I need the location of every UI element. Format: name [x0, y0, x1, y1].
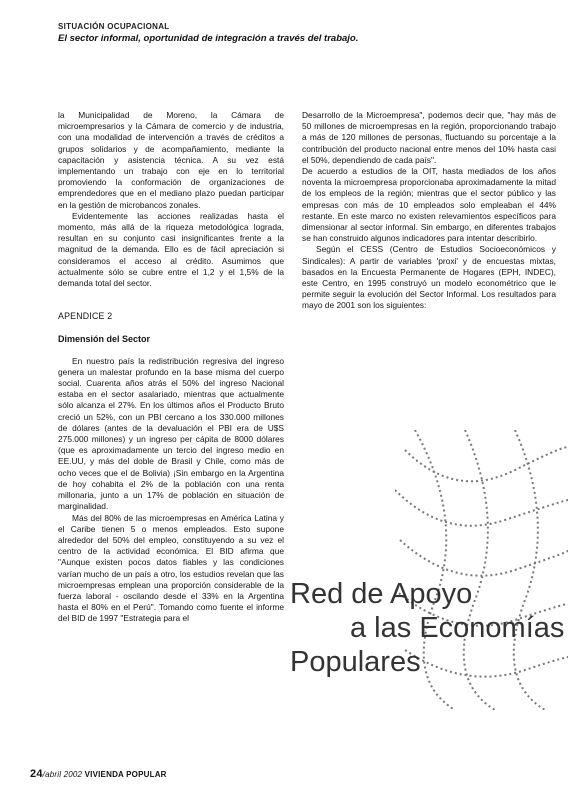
section-label: SITUACIÓN OCUPACIONAL — [58, 22, 170, 31]
promo-line: Red de Apoyo — [290, 578, 473, 610]
body-paragraph: Según el CESS (Centro de Estudios Socioeconómicos y Sindicales): A partir de variables 'proxi' y de encuestas mixtas, basados en la Encuesta Permanente de Hogares (EPH, INDEC), este Centro, en 1995 construyó un modelo econométrico que le permite seguir la evolución del Sector Informal. Los resultados para mayo de 2001 son los siguientes: — [302, 244, 556, 311]
section-heading: Dimensión del Sector — [58, 334, 151, 345]
left-column — [58, 110, 284, 625]
body-paragraph: En nuestro país la redistribución regresiva del ingreso genera un malestar profundo en la base misma del cuerpo social. Cuarenta años atrás el 50% del ingreso Nacional estaba en el sector asalariado, mientras que actualmente sólo alcanza el 27%. En los últimos años el Producto Bruto creció un 52%, con un PBI cercano a los 330.000 millones de dólares (antes de la devaluación el PBI era de U$S 275.000 millones) y un ingreso per cápita de 8000 dólares (que es aproximadamente un tercio del ingreso medio en EE.UU, y más del doble de Brasil y Chile, como más de ocho veces que el de Bolivia) ¡Sin embargo en la Argentina de hoy cohabita el 2% de la población con una renta millonaria, junto a un 17% de población en situación de marginalidad. — [58, 355, 284, 512]
right-column — [302, 110, 556, 312]
page-number: 24 — [30, 768, 43, 780]
promo-line: Populares — [290, 646, 421, 678]
body-paragraph: Evidentemente las acciones realizadas hasta el momento, más allá de la riqueza metodológica lograda, resultan en su conjunto casi insignificantes frente a la magnitud de la demanda. Ello es de fácil apreciación si consideramos el acceso al crédito. Asumimos que actualmente sólo se cubre entre el 1,2 y el 1,5% de la demanda total del sector. — [58, 210, 284, 289]
body-paragraph: De acuerdo a estudios de la OIT, hasta mediados de los años noventa la microempresa proporcionaba aproximadamente la mitad de los empleos de la región; mientras que el sector público y las empresas con más de 10 empleados solo empleaban el 44% restante. En este marco no existen relevamientos específicos para dimensionar al sector informal. Sin embargo, en diferentes trabajos se han construido algunos indicadores para intentar describirlo. — [302, 166, 556, 244]
page-header — [58, 22, 558, 44]
article-title: El sector informal, oportunidad de integración a través del trabajo. — [58, 33, 359, 44]
appendix-heading: APENDICE 2 — [58, 311, 113, 322]
page-footer — [30, 768, 167, 780]
net-illustration — [395, 430, 568, 710]
magazine-name: VIVIENDA POPULAR — [84, 770, 167, 779]
body-paragraph: Desarrollo de la Microempresa", podemos decir que, "hay más de 50 millones de microempresas en la región, proporcionando trabajo a más de 120 millones de personas, fluctuando su porcentaje a la contribución del producto nacional entre menos del 10% hasta casi el 50%, dependiendo de cada país". — [302, 110, 556, 165]
issue-date: /abril 2002 — [42, 770, 83, 779]
promo-line: a las Economías — [350, 612, 565, 644]
body-paragraph: la Municipalidad de Moreno, la Cámara de microempresarios y la Cámara de comercio y de industria, con una modalidad de intervención a través de créditos a grupos solidarios y de acompañamiento, mediante la capacitación y asistencia técnica. A su vez está implementando un trabajo con eje en lo territorial promoviendo la conformación de organizaciones de emprendedores que en el mediano plazo puedan participar en la gestión de microbancos zonales. — [58, 110, 284, 210]
body-paragraph: Más del 80% de las microempresas en América Latina y el Caribe tienen 5 o menos empleados. Esto supone alrededor del 50% del empleo, constituyendo a su vez el centro de la actividad económica. El BID afirma que "Aunque existen pocos datos fiables y las condiciones varían mucho de un país a otro, los estudios revelan que las microempresas emplean una proporción considerable de la fuerza laboral - oscilando desde el 33% en la Argentina hasta el 80% en el Perú". Tomando como fuente el informe del BID de 1997 "Estrategia para el — [58, 512, 284, 624]
